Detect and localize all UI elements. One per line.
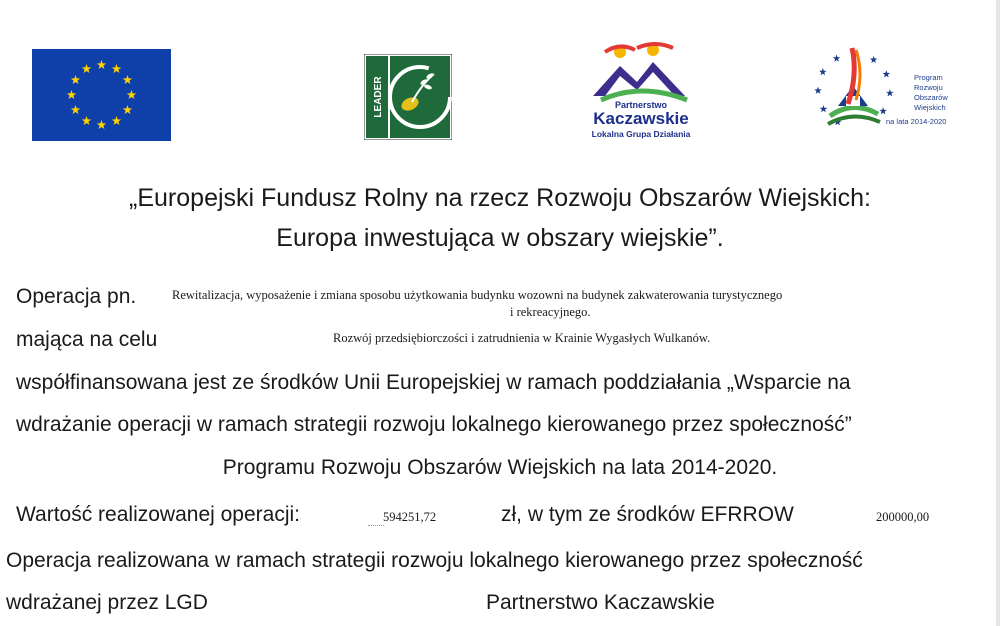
value-amount: 594251,72 [383,510,437,524]
eu-flag-logo [32,49,171,141]
amount-underline [368,525,384,526]
value-currency-text: zł, w tym ze środków EFRROW [501,503,794,526]
prow-line5: na lata 2014-2020 [886,117,947,126]
prow-line3: Obszarów [914,93,948,102]
operation-name-line1: Rewitalizacja, wyposażenie i zmiana sposobu użytkowania budynku wozowni na budynek zakwaterowania turystycznego [172,288,783,302]
body-line2: wdrażanie operacji w ramach strategii rozwoju lokalnego kierowanego przez społeczność” [16,413,852,436]
footer-lgd-name: Partnerstwo Kaczawskie [486,591,715,614]
prow-star-icon [870,56,878,63]
prow-star-icon [814,87,822,94]
heading-line2: Europa inwestująca w obszary wiejskie”. [276,224,724,252]
efrrow-amount: 200000,00 [876,510,930,524]
prow-line4: Wiejskich [914,103,946,112]
goal-value: Rozwój przedsiębiorczości i zatrudnienia w Krainie Wygasłych Wulkanów. [333,331,711,345]
prow-star-icon [833,55,841,62]
page-edge [996,0,1000,626]
prow-star-icon [879,107,887,114]
operation-label: Operacja pn. [16,285,137,308]
footer-lgd-label: wdrażanej przez LGD [6,591,208,614]
prow-line2: Rozwoju [914,83,943,92]
lgd-subtitle: Lokalna Grupa Działania [591,129,691,139]
leader-text: LEADER [373,76,384,118]
footer-line1: Operacja realizowana w ramach strategii rozwoju lokalnego kierowanego przez społeczność [6,549,863,572]
lgd-name-line2: Kaczawskie [593,109,689,128]
heading-line1: „Europejski Fundusz Rolny na rzecz Rozwoju Obszarów Wiejskich: [129,184,871,212]
prow-star-icon [883,70,891,77]
goal-label: mająca na celu [16,328,158,351]
body-line3: Programu Rozwoju Obszarów Wiejskich na lata 2014-2020. [222,456,778,479]
prow-star-icon [886,89,894,96]
operation-name-line2: i rekreacyjnego. [510,305,591,319]
lgd-logo [575,38,715,142]
leader-logo [364,54,452,140]
prow-star-icon [819,68,827,75]
prow-logo [808,44,953,136]
lgd-name-line1: Partnerstwo [614,100,668,110]
prow-line1: Program [914,73,943,82]
body-line1: współfinansowana jest ze środków Unii Europejskiej w ramach poddziałania „Wsparcie na [16,371,851,394]
prow-star-icon [820,105,828,112]
value-label: Wartość realizowanej operacji: [16,503,301,526]
